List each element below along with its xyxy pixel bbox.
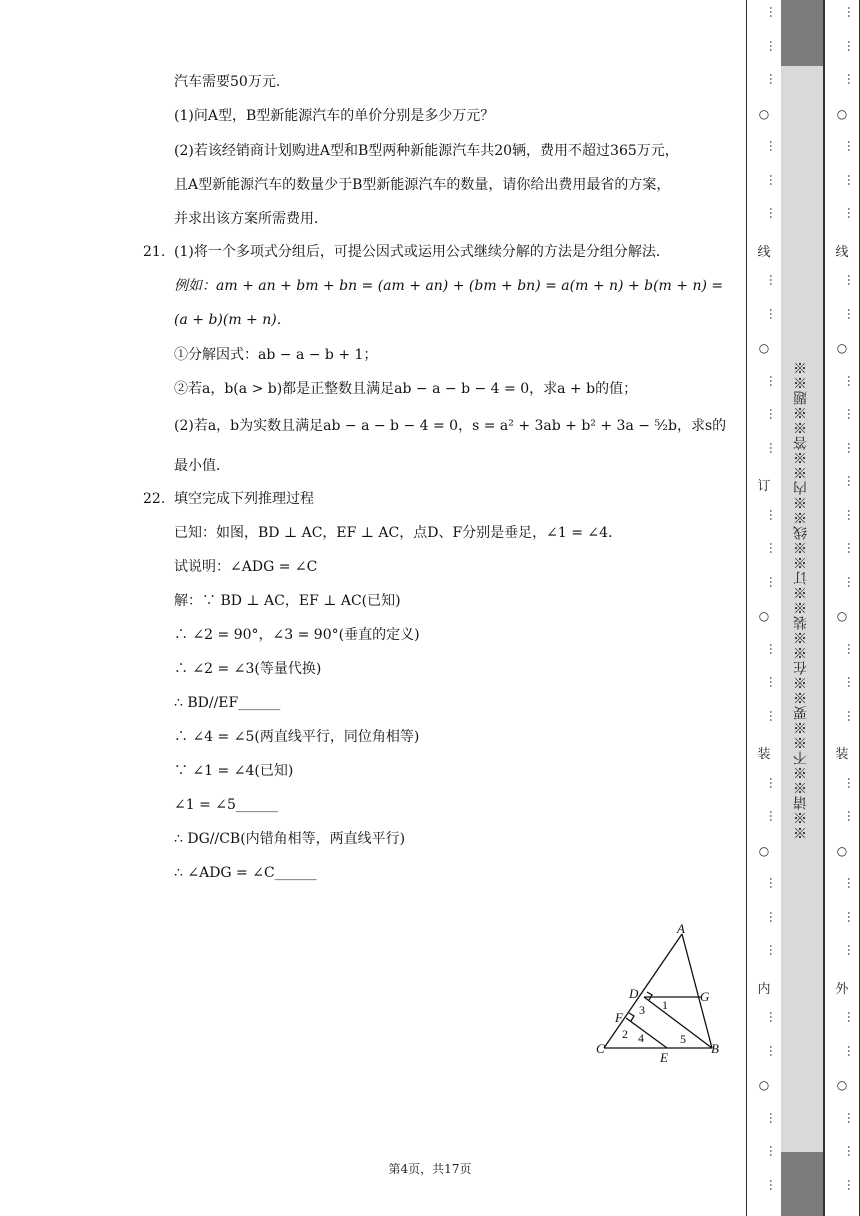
binding-circle: ○ (836, 609, 848, 623)
binding-dots: … (845, 642, 859, 655)
binding-circle: ○ (836, 1078, 848, 1092)
binding-dots: … (767, 173, 781, 186)
inner-dot-column (747, 0, 781, 1216)
text-line: 最小值． (174, 458, 230, 474)
binding-dots: … (767, 1111, 781, 1124)
text-line: 试说明：∠ADG = ∠C (174, 559, 318, 575)
binding-dots: … (767, 642, 781, 655)
binding-label: 线 (757, 244, 771, 260)
binding-dots: … (845, 810, 859, 822)
binding-dots: … (845, 207, 859, 219)
binding-circle: ○ (758, 609, 770, 623)
page-footer: 第4页，共17页 (388, 1162, 472, 1176)
geometry-figure (592, 920, 732, 1070)
binding-dots: … (845, 910, 859, 923)
angle-5: 5 (680, 1032, 686, 1046)
binding-dots: … (767, 1044, 781, 1057)
text-line: 解：∵ BD ⊥ AC，EF ⊥ AC(已知) (174, 593, 401, 609)
binding-dots: … (767, 676, 781, 688)
binding-label: 外 (835, 981, 849, 997)
text-line: 填空完成下列推理过程 (174, 491, 314, 507)
binding-dots: … (845, 140, 859, 152)
outer-dot-column (825, 0, 859, 1216)
text-line: ∴ ∠2 = 90°，∠3 = 90°(垂直的定义) (174, 627, 420, 643)
gray-band-top (781, 0, 823, 66)
binding-dots: … (767, 1178, 781, 1191)
binding-circle: ○ (836, 341, 848, 355)
binding-dots: … (845, 73, 859, 85)
text-line: ∴ ∠4 = ∠5(两直线平行，同位角相等) (174, 729, 420, 745)
binding-dots: … (845, 441, 859, 454)
gray-band-bottom (781, 1152, 823, 1216)
warning-text: ※※请※※不※※要※※在※※装※※订※※线※※内※※答※※题※※ (793, 360, 809, 840)
question-number: 21. (143, 244, 166, 260)
binding-dots: … (845, 39, 859, 52)
binding-dots: … (767, 374, 781, 387)
binding-dots: … (845, 676, 859, 688)
binding-dots: … (767, 1011, 781, 1023)
angle-2: 2 (622, 1027, 628, 1041)
binding-dots: … (767, 1145, 781, 1157)
binding-dots: … (845, 1044, 859, 1057)
binding-dots: … (767, 6, 781, 18)
binding-circle: ○ (758, 341, 770, 355)
binding-dots: … (845, 274, 859, 286)
angle-4: 4 (638, 1031, 644, 1045)
text-line: (1)问A型，B型新能源汽车的单价分别是多少万元？ (174, 108, 495, 124)
binding-circle: ○ (758, 843, 770, 858)
binding-dots: … (845, 6, 859, 18)
text-line: 并求出该方案所需费用． (174, 211, 328, 227)
question-number: 22. (143, 491, 166, 507)
binding-dots: … (845, 508, 859, 521)
binding-circle: ○ (836, 106, 848, 121)
binding-dots: … (767, 542, 781, 554)
angle-1: 1 (662, 998, 668, 1012)
binding-dots: … (767, 307, 781, 320)
binding-dots: … (845, 709, 859, 722)
label-E: E (660, 1050, 668, 1065)
binding-circle: ○ (758, 1078, 770, 1092)
text-line: 汽车需要50万元． (174, 74, 290, 90)
binding-circle: ○ (836, 843, 848, 858)
binding-dots: … (767, 910, 781, 923)
label-F: F (615, 1010, 623, 1025)
text-line: (1)将一个多项式分组后，可提公因式或运用公式继续分解的方法是分组分解法． (174, 244, 670, 260)
binding-dots: … (845, 877, 859, 889)
text-line: (2)若该经销商计划购进A型和B型两种新能源汽车共20辆，费用不超过365万元， (174, 143, 679, 159)
binding-dots: … (845, 1111, 859, 1124)
label-B: B (711, 1041, 719, 1056)
label-C: C (596, 1041, 605, 1056)
binding-dots: … (845, 1178, 859, 1191)
text-line: ∴ ∠ADG = ∠C______ (174, 865, 317, 881)
label-G: G (700, 989, 710, 1004)
text-line: ①分解因式：ab − a − b + 1； (174, 347, 378, 363)
binding-dots: … (845, 944, 859, 956)
binding-dots: … (767, 207, 781, 219)
binding-dots: … (845, 1145, 859, 1157)
binding-dots: … (845, 173, 859, 186)
binding-label: 订 (757, 479, 771, 494)
binding-circle: ○ (758, 106, 770, 121)
label-A: A (677, 921, 685, 936)
binding-dots: … (845, 575, 859, 588)
binding-dots: … (845, 776, 859, 789)
text-line: ∴ ∠2 = ∠3(等量代换) (174, 661, 322, 677)
binding-dots: … (767, 810, 781, 822)
label-D: D (629, 986, 639, 1001)
binding-dots: … (767, 709, 781, 722)
binding-label: 线 (835, 244, 849, 260)
text-line: (a + b)(m + n)． (174, 312, 291, 328)
binding-dots: … (767, 441, 781, 454)
binding-dots: … (767, 944, 781, 956)
text-line: 例如：am + an + bm + bn = (am + an) + (bm + bn) = a(m + n) + b(m + n) = (174, 278, 724, 294)
binding-dots: … (767, 140, 781, 152)
text-line: ∴ DG//CB(内错角相等，两直线平行) (174, 831, 406, 847)
angle-3: 3 (639, 1003, 645, 1017)
binding-label: 装 (757, 747, 771, 762)
binding-dots: … (767, 877, 781, 889)
binding-dots: … (767, 274, 781, 286)
text-line: ②若a，b(a > b)都是正整数且满足ab − a − b − 4 = 0，求a + b的值； (174, 381, 638, 397)
text-line: 已知：如图，BD ⊥ AC，EF ⊥ AC，点D、F分别是垂足，∠1 = ∠4． (174, 525, 623, 541)
binding-dots: … (845, 542, 859, 554)
text-line: (2)若a，b为实数且满足ab − a − b − 4 = 0，s = a² + 3ab + b² + 3a − ⁵⁄₂b，求s的 (174, 418, 727, 434)
text-line: ∵ ∠1 = ∠4(已知) (174, 763, 294, 779)
binding-dots: … (845, 1011, 859, 1023)
binding-dots: … (845, 475, 859, 487)
binding-dots: … (767, 39, 781, 52)
binding-dots: … (767, 73, 781, 85)
binding-label: 内 (757, 981, 771, 997)
binding-dots: … (767, 575, 781, 588)
binding-dots: … (845, 374, 859, 387)
binding-strip-middle (781, 0, 824, 1216)
text-line: ∠1 = ∠5______ (174, 797, 278, 813)
text-line: 且A型新能源汽车的数量少于B型新能源汽车的数量，请你给出费用最省的方案， (174, 177, 671, 193)
binding-dots: … (845, 307, 859, 320)
binding-dots: … (845, 408, 859, 420)
binding-dots: … (767, 776, 781, 789)
binding-dots: … (767, 408, 781, 420)
binding-dots: … (767, 508, 781, 521)
binding-label: 装 (835, 747, 849, 762)
text-line: ∴ BD//EF______ (174, 695, 281, 711)
